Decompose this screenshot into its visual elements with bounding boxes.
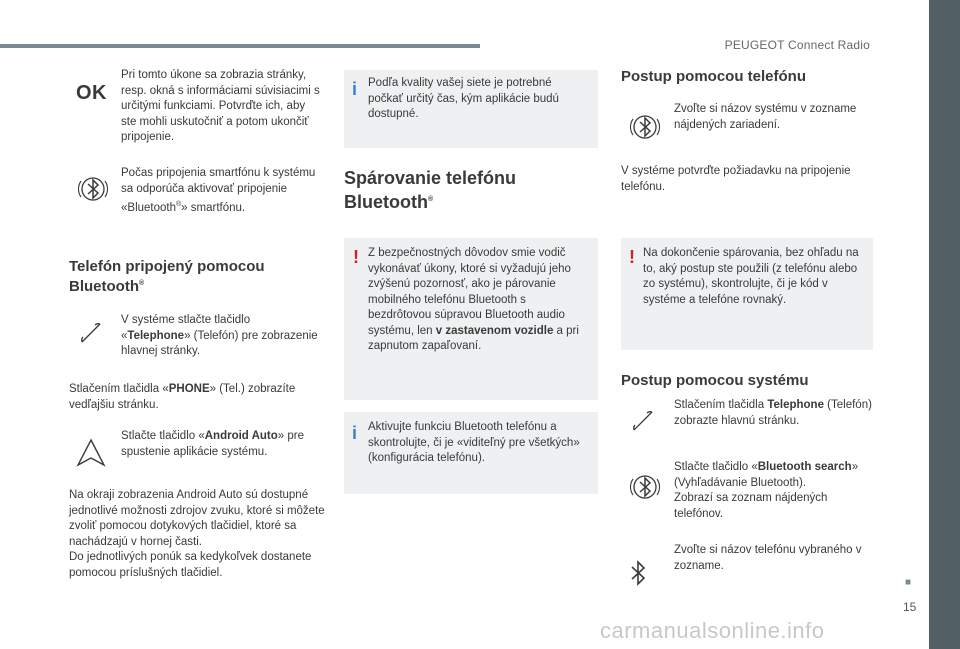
section-heading-phone-procedure: Postup pomocou telefónu [621,68,806,85]
bluetooth-circle-icon [76,172,110,211]
section-heading-pairing: Spárovanie telefónu Bluetooth® [344,168,517,212]
side-tab [929,0,960,649]
info-box-network [344,70,598,148]
phone-confirm-text: V systéme potvrďte požiadavku na pripojenie telefónu. [621,165,851,193]
system-step-bluetooth-search-text: Stlačte tlačidlo «Bluetooth search» (Vyhľadávanie Bluetooth). Zobrazí sa zoznam nájdených telefónov. [674,461,859,520]
bluetooth-circle-icon [628,110,662,149]
ok-text: Pri tomto úkone sa zobrazia stránky, resp. okná s informáciami súvisiacimi s určitými funkciami. Potvrďte ich, aby ste mohli uskutočniť a potom ukončiť pripojenie. [121,69,320,143]
info-icon: i [352,423,358,443]
info-box-visibility-text: Aktivujte funkciu Bluetooth telefónu a skontrolujte, či je «viditeľný pre všetkých» (konfigurácia telefónu). [368,421,580,464]
warning-icon: ! [629,247,635,267]
continuation-mark: ■ [905,577,912,588]
watermark: carmanualsonline.info [600,618,825,643]
warning-box-code-text: Na dokončenie spárovania, bez ohľadu na to, aký postup ste použili (z telefónu alebo zo systému), skontrolujte, či je kód v systéme a telefóne rovnaký. [643,247,859,306]
warning-icon: ! [353,247,359,267]
bluetooth-connect-text: Počas pripojenia smartfónu k systému sa odporúča aktivovať pripojenie «Bluetooth®» smartfónu. [121,167,316,214]
android-auto-icon [74,437,108,474]
warning-box-code [621,238,873,350]
warning-box-safety [344,238,598,400]
telephone-step-text: V systéme stlačte tlačidlo «Telephone» (Telefón) pre zobrazenie hlavnej stránky. [121,314,318,357]
warning-box-safety-text: Z bezpečnostných dôvodov smie vodič vykonávať úkony, ktoré si vyžadujú jeho zvýšenú pozornosť, ako je párovanie mobilného telefónu Bluetooth s bezdrôtovou súpravou Bluetooth audio systému, len v zastavenom vozidle a pri zapnutom zapaľovaní. [368,247,579,352]
section-heading-bluetooth-phone: Telefón pripojený pomocou Bluetooth® [69,258,265,295]
android-auto-text: Stlačte tlačidlo «Android Auto» pre spustenie aplikácie systému. [121,430,304,458]
info-box-network-text: Podľa kvality vašej siete je potrebné počkať určitý čas, kým aplikácie budú dostupné. [368,77,559,120]
bluetooth-icon [628,558,648,593]
info-box-visibility [344,412,598,494]
system-step-telephone-text: Stlačením tlačidla Telephone (Telefón) zobrazte hlavnú stránku. [674,399,872,427]
phone-button-text: Stlačením tlačidla «PHONE» (Tel.) zobrazíte vedľajšiu stránku. [69,383,296,411]
phone-handset-icon [630,408,656,439]
header-rule [0,44,480,48]
info-icon: i [352,79,358,99]
android-auto-description: Na okraji zobrazenia Android Auto sú dostupné jednotlivé možnosti zdrojov zvuku, ktoré si môžete zvoliť pomocou dotykových tlačidiel, ktoré sa nachádzajú v hornej časti. Do jednotlivých ponúk sa kedykoľvek dostanete pomocou príslušných tlačidiel. [69,489,325,579]
running-header: PEUGEOT Connect Radio [724,38,870,52]
bluetooth-circle-icon [628,470,662,509]
section-heading-system-procedure: Postup pomocou systému [621,372,809,389]
system-step-select-phone-text: Zvoľte si názov telefónu vybraného v zozname. [674,544,862,572]
phone-handset-icon [78,320,104,351]
page-number: 15 [903,600,917,614]
phone-step-text: Zvoľte si názov systému v zozname nájdených zariadení. [674,103,857,131]
ok-icon: OK [76,82,107,104]
